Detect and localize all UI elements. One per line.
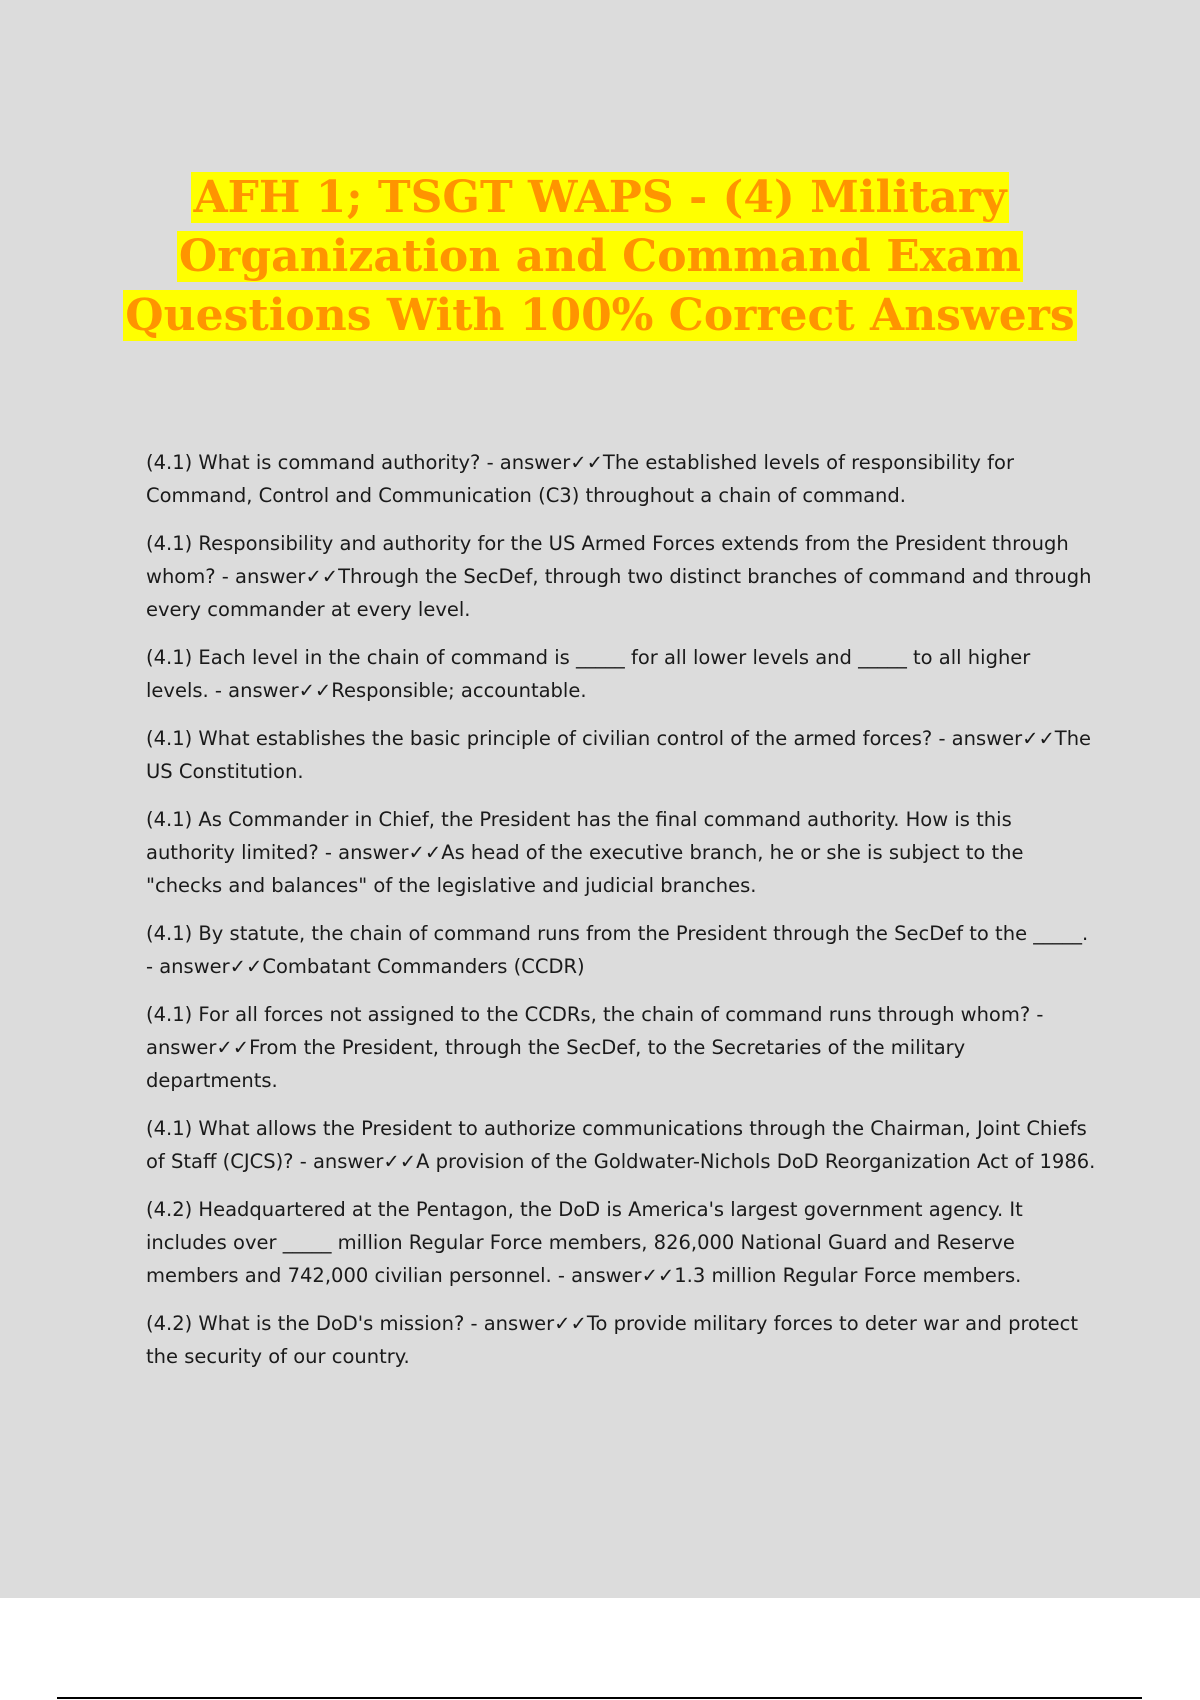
qa-item: (4.1) Responsibility and authority for the US Armed Forces extends from the President through whom? - answer✓✓Through the SecDef, through two distinct branches of command and through every commander at every level. — [146, 532, 1092, 621]
qa-item: (4.2) What is the DoD's mission? - answer✓✓To provide military forces to deter war and protect the security of our country. — [146, 1312, 1078, 1368]
title-line — [0, 168, 1200, 227]
qa-item: (4.1) What allows the President to authorize communications through the Chairman, Joint Chiefs of Staff (CJCS)? - answer✓✓A provision of the Goldwater-Nichols DoD Reorganization Act of 1986. — [146, 1117, 1096, 1173]
qa-item: (4.1) For all forces not assigned to the CCDRs, the chain of command runs through whom? - answer✓✓From the President, through the SecDef, to the Secretaries of the military departments. — [146, 1003, 1044, 1092]
question-answer-list — [146, 446, 1096, 1388]
qa-item: (4.1) What establishes the basic principle of civilian control of the armed forces? - answer✓✓The US Constitution. — [146, 727, 1092, 783]
footer-divider — [57, 1697, 1142, 1699]
title-line-text: Organization and Command Exam — [178, 231, 1022, 282]
qa-item: (4.1) Each level in the chain of command is _____ for all lower levels and _____ to all higher levels. - answer✓✓Responsible; accountable. — [146, 646, 1031, 702]
title-line — [0, 227, 1200, 286]
qa-item: (4.1) As Commander in Chief, the President has the final command authority. How is this authority limited? - answer✓✓As head of the executive branch, he or she is subject to the "checks and balances" of the legislative and judicial branches. — [146, 808, 1024, 897]
title-line-text: AFH 1; TSGT WAPS - (4) Military — [193, 172, 1007, 223]
document-title — [0, 168, 1200, 345]
title-line — [0, 286, 1200, 345]
qa-item: (4.1) By statute, the chain of command runs from the President through the SecDef to the _____. - answer✓✓Combatant Commanders (CCDR) — [146, 922, 1089, 978]
qa-item: (4.2) Headquartered at the Pentagon, the DoD is America's largest government agency. It includes over _____ million Regular Force members, 826,000 National Guard and Reserve members and 742,000 civilian personnel. - answer✓✓1.3 million Regular Force members. — [146, 1198, 1023, 1287]
page-footer-area — [0, 1598, 1200, 1700]
title-line-text: Questions With 100% Correct Answers — [125, 290, 1075, 341]
qa-item: (4.1) What is command authority? - answer✓✓The established levels of responsibility for Command, Control and Communication (C3) throughout a chain of command. — [146, 451, 1014, 507]
